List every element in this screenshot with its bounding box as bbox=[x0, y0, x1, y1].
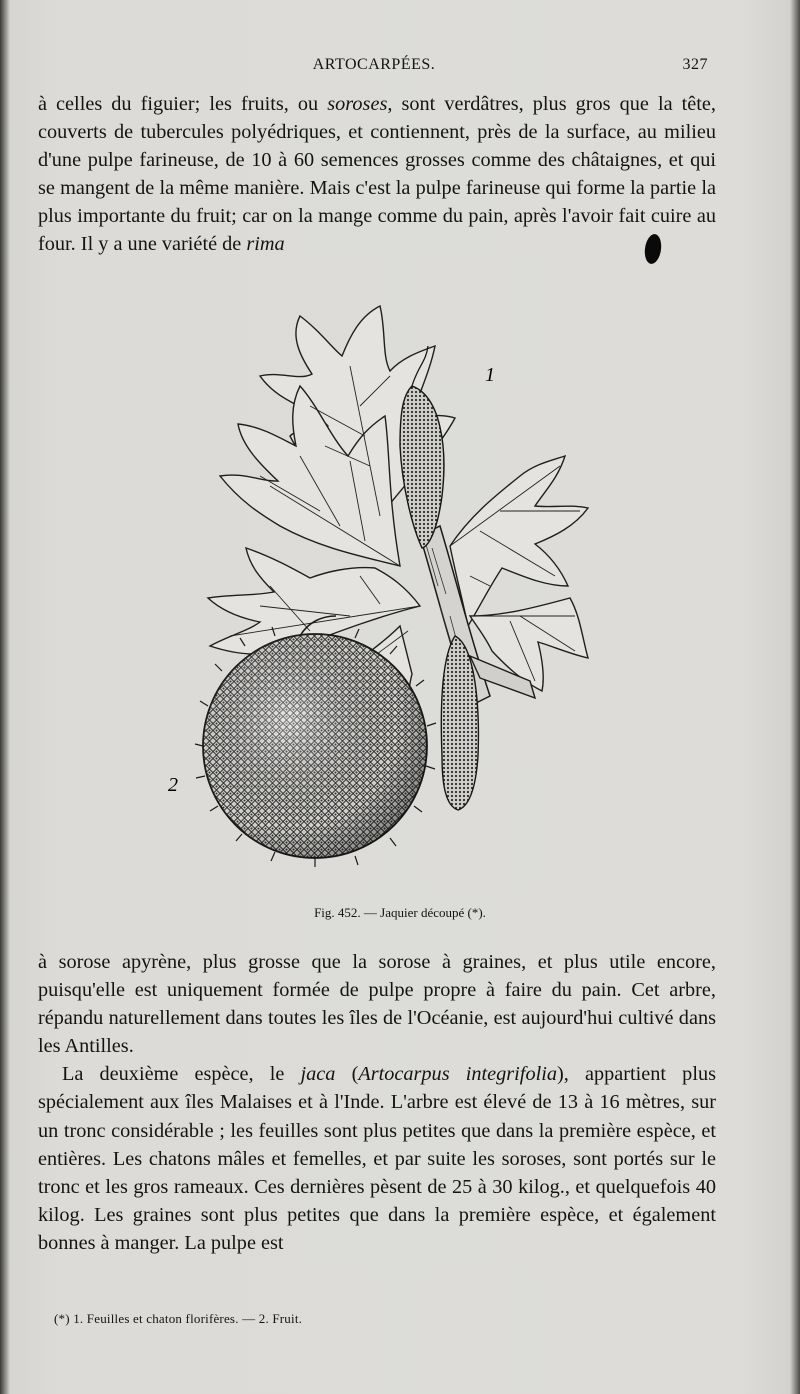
running-title: ARTOCARPÉES. bbox=[312, 56, 436, 73]
paragraph-2: La deuxième espèce, le jaca (Artocarpus integrifolia), appartient plus spécialement aux îles Malaises et à l'Inde. L'arbre est élevé de 13 à 16 mètres, sur un tronc considérable ; les feuilles sont plus petites que dans la première espèce, et entières. Les chatons mâles et femelles, et par suite les soroses, sont portés sur le tronc et les gros rameaux. Ces dernières pèsent de 25 à 30 kilog., et quelquefois 40 kilog. Les graines sont plus petites que dans la première espèce, et également bonnes à manger. La pulpe est bbox=[38, 1063, 716, 1254]
page-header bbox=[40, 56, 708, 78]
figure-label-2: 2 bbox=[168, 774, 178, 796]
term-artocarpus-integrifolia: Artocarpus integrifolia bbox=[358, 1063, 557, 1086]
term-rima: rima bbox=[246, 233, 285, 256]
footnote: (*) 1. Feuilles et chaton florifères. — 2. Fruit. bbox=[54, 1311, 303, 1326]
paragraph-continued: à celles du figuier; les fruits, ou soroses, sont verdâtres, plus gros que la tête, couverts de tubercules polyédriques, et contiennent, près de la surface, au milieu d'une pulpe farineuse, de 10 à 60 semences grosses comme des châtaignes, et qui se mangent de la même manière. Mais c'est la pulpe farineuse qui forme la partie la plus importante du fruit; car on la mange comme du pain, après l'avoir fait cuire au four. Il y a une variété de rima bbox=[38, 93, 716, 256]
figure-label-1: 1 bbox=[485, 364, 495, 386]
page-number: 327 bbox=[682, 56, 708, 73]
term-jaca: jaca bbox=[300, 1063, 336, 1086]
body-text-bottom bbox=[38, 948, 716, 1257]
figure-illustration bbox=[150, 286, 610, 896]
figure-caption: Fig. 452. — Jaquier découpé (*). bbox=[314, 905, 486, 920]
body-text-top bbox=[38, 90, 716, 259]
term-soroses: soroses bbox=[327, 93, 388, 115]
breadfruit-engraving bbox=[150, 286, 610, 896]
paragraph-1: à sorose apyrène, plus grosse que la sorose à graines, et plus utile encore, puisqu'elle est uniquement formée de pulpe propre à faire du pain. Cet arbre, répandu naturellement dans toutes les îles de l'Océanie, est aujourd'hui cultivé dans les Antilles. bbox=[38, 951, 716, 1058]
